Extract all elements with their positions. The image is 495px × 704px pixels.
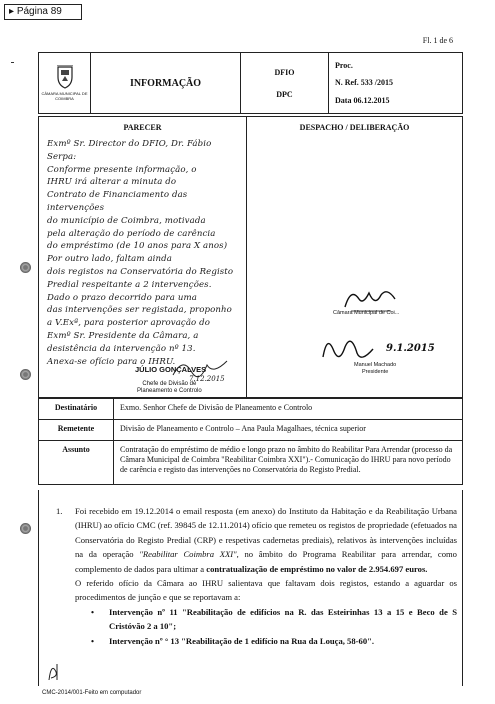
despacho-title: DESPACHO / DELIBERAÇÃO [299, 123, 410, 132]
sender-row [39, 419, 462, 440]
bullet-icon: • [91, 635, 95, 646]
document-body [38, 490, 463, 686]
list-item [57, 634, 457, 648]
paragraph-2: O referido ofício da Câmara ao IHRU salientava que faltavam dois registos, estando a aguardar os procedimentos de junção e que se reportavam a: [75, 578, 457, 603]
loan-amount: contratualização de empréstimo no valor de 2.954.697 euros. [206, 563, 428, 574]
punch-hole-icon [20, 369, 31, 380]
reference-cell [329, 53, 462, 113]
handwritten-signature-icon [317, 331, 387, 365]
subject-value: Contratação do empréstimo de médio e longo prazo no âmbito do Reabilitar Para Arrendar (processo da Câmara Municipal de Coimbra "Reabilitar Coimbra XXI").- Comunicação do IHRU para novo período de carência e registo das intervenções no Conservatória do Registo Predial. [120, 445, 453, 474]
operation-name: "Reabilitar Coimbra XXI" [139, 549, 237, 560]
parecer-title: PARECER [123, 123, 162, 132]
document-type-title: INFORMAÇÃO [91, 53, 241, 113]
folio-number: Fl. 1 de 6 [422, 36, 453, 45]
signature-stamp-name: JÚLIO GONÇALVES [135, 365, 207, 374]
recipient-row [39, 398, 462, 419]
list-item [57, 605, 457, 634]
margin-mark [11, 62, 14, 63]
paragraph-1-start: Foi recebido em 19.12.2014 o email resposta (em anexo) do Instituto da Habitação e da Reabilitação Urbana (IHRU) ao ofício CMC (ref. 39845 de 12.11.2014) ofício que remeteu os registos de propriedade (efetuados na Conservatória do Registo Predial (CRP) e respetivas cadernetas prediais), relativos às intervenções incluídas na da operação [75, 506, 457, 560]
signature-date: 7.12.2015 [189, 375, 225, 383]
parecer-handwritten-text: Exmº Sr. Director do DFIO, Dr. Fábio Serpa: Conforme presente informação, o IHRU irá alterar a minuta do Contrato de Financiamento das intervenções do município de Coimbra, motivada pela alteração do período de carência do empréstimo (de 10 anos para X anos) Por outro lado, faltam ainda dois registos na Conservatória do Registo Predial respeitante a 2 intervenções. Dado o prazo decorrido para uma das intervenções ser registada, proponho a V.Exª, para posterior aprovação do Exmº Sr. Presidente da Câmara, a desistência da intervenção nº 13. Anexa-se ofício para o IHRU. [47, 139, 234, 367]
reference-number: N. Ref. 533 /2015 [335, 78, 393, 88]
footer-code: CMC-2014/001-Feito em computador [42, 690, 142, 696]
parecer-column [39, 117, 247, 397]
body-text [57, 504, 457, 648]
document-header [38, 52, 463, 114]
subject-label: Assunto [39, 441, 114, 484]
handwritten-decision-date: 9.1.2015 [386, 343, 435, 354]
list-item-text: Intervenção nº ° 13 "Reabilitação de 1 edifício na Rua da Louça, 58-60". [109, 635, 375, 646]
sender-label: Remetente [39, 420, 114, 440]
department-code-dpc: DPC [276, 89, 293, 99]
logo-cell [39, 53, 91, 113]
bullet-icon: • [91, 606, 95, 617]
despacho-column [247, 117, 462, 397]
department-code-dfio: DFIO [274, 67, 295, 77]
department-cell [241, 53, 329, 113]
page-marker-icon: ▸ [9, 6, 17, 17]
president-label: Manuel Machado Presidente [354, 362, 397, 375]
page-number-tab[interactable] [4, 4, 82, 20]
recipient-label: Destinatário [39, 399, 114, 419]
page-number-label: Página 89 [16, 6, 62, 17]
punch-hole-icon [20, 523, 31, 534]
routing-table [38, 398, 463, 485]
municipal-stamp-label: Câmara Municipal de Coi... [333, 310, 400, 316]
paragraph-1 [57, 504, 457, 576]
punch-hole-icon [20, 262, 31, 273]
paragraph-number: 1. [56, 506, 63, 516]
paragraph-1-middle: , no âmbito do Programa Reabilitar para arrendar, como complemento de dados para ultimar a [75, 549, 457, 574]
initials-mark-icon [45, 660, 65, 684]
document-date: Data 06.12.2015 [335, 95, 390, 105]
list-item-text: Intervenção nº 11 "Reabilitação de edifícios na R. das Esteirinhas 13 a 15 e Beco de S Cristóvão 2 a 10"; [109, 606, 457, 632]
logo-caption: CÂMARA MUNICIPAL DE COIMBRA [41, 91, 88, 101]
coat-of-arms-icon [55, 65, 75, 89]
subject-row [39, 440, 462, 484]
sender-value: Divisão de Planeamento e Controlo – Ana Paula Magalhaes, técnica superior [120, 424, 366, 433]
signature-role: Chefe de Divisão de Planeamento e Controlo [137, 381, 202, 394]
recipient-value: Exmo. Senhor Chefe de Divisão de Planeamento e Controlo [120, 403, 313, 412]
process-label: Proc. [335, 61, 353, 71]
opinion-decision-section [38, 116, 463, 398]
